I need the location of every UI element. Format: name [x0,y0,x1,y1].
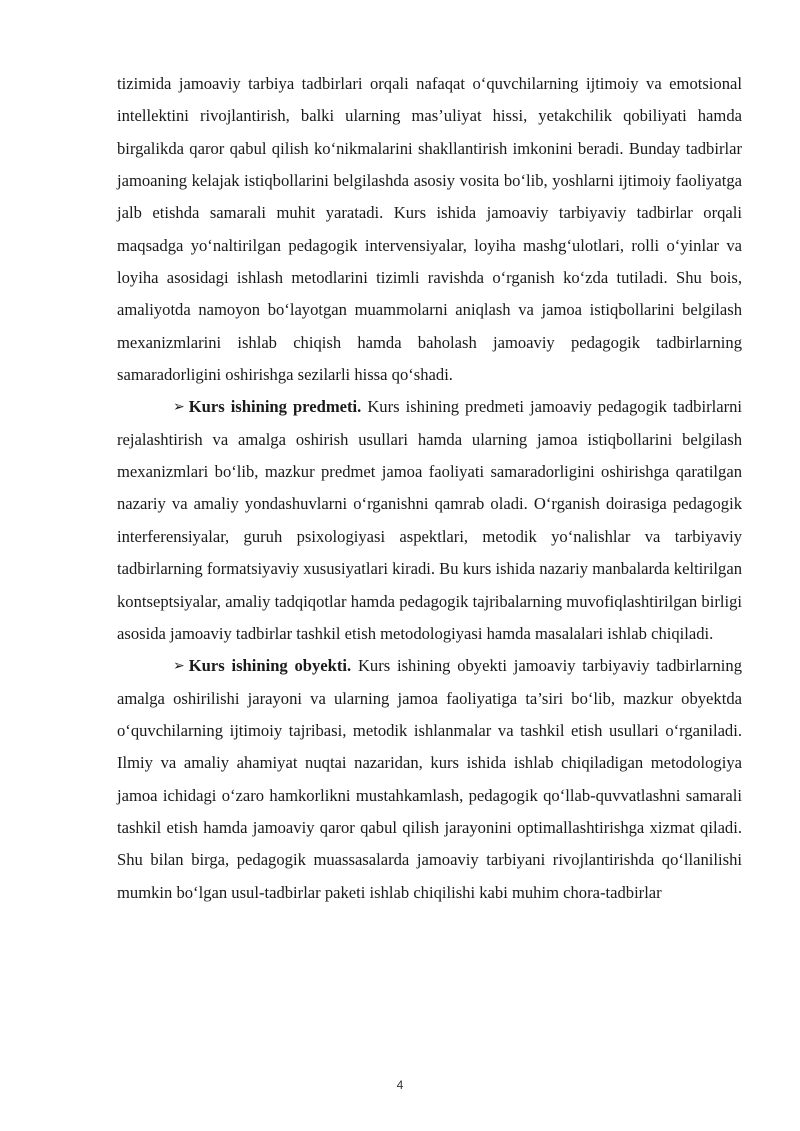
arrow-bullet-icon: ➢ [173,658,185,675]
paragraph-intro-text: tizimida jamoaviy tarbiya tadbirlari orqali nafaqat o‘quvchilarning ijtimoiy va emotsional intellektini rivojlantirish, balki ularning mas’uliyat hissi, yetakchilik qobiliyati hamda birgalikda qaror qabul qilish ko‘nikmalarini shakllantirish imkonini beradi. Bunday tadbirlar jamoaning kelajak istiqbollarini belgilashda asosiy vosita bo‘lib, yoshlarni ijtimoiy faoliyatga jalb etishda samarali muhit yaratadi. Kurs ishida jamoaviy tarbiyaviy tadbirlar orqali maqsadga yo‘naltirilgan pedagogik intervensiyalar, loyiha mashg‘ulotlari, rolli o‘yinlar va loyiha asosidagi ishlash metodlarini tizimli ravishda o‘rganish ko‘zda tutiladi. Shu bois, amaliyotda namoyon bo‘layotgan muammolarni aniqlash va jamoa istiqbollarini belgilash mexanizmlarini ishlab chiqish hamda baholash jamoaviy pedagogik tadbirlarning samaradorligini oshirishga sezilarli hissa qo‘shadi. [117,74,742,385]
paragraph-subject-text: Kurs ishining predmeti jamoaviy pedagogik tadbirlarni rejalashtirish va amalga oshirish usullari hamda ularning jamoa istiqbollarini belgilash mexanizmlari bo‘lib, mazkur predmet jamoa faoliyati samaradorligini oshirishga qaratilgan nazariy va amaliy yondashuvlarni o‘rganishni qamrab oladi. O‘rganish doirasiga pedagogik interferensiyalar, guruh psixologiyasi aspektlari, metodik yo‘nalishlar va tarbiyaviy tadbirlarning formatsiyaviy xususiyatlari kiradi. Bu kurs ishida nazariy manbalarda keltirilgan kontseptsiyalar, amaliy tadqiqotlar hamda pedagogik tajribalarning muvofiqlashtirilgan birligi asosida jamoaviy tadbirlar tashkil etish metodologiyasi hamda masalalari ishlab chiqiladi. [117,397,743,643]
document-page [117,68,742,909]
paragraph-intro [117,68,742,391]
paragraph-subject [117,391,742,650]
section-heading-object: Kurs ishining obyekti. [188,656,352,676]
section-heading-subject: Kurs ishining predmeti. [188,397,362,417]
arrow-bullet-icon: ➢ [173,399,185,416]
paragraph-object-text: Kurs ishining obyekti jamoaviy tarbiyaviy tadbirlarning amalga oshirilishi jarayoni va ularning jamoa faoliyatiga ta’siri bo‘lib, mazkur obyektda o‘quvchilarning ijtimoiy tajribasi, metodik ishlanmalar va tashkil etish usullari o‘rganiladi. Ilmiy va amaliy ahamiyat nuqtai nazaridan, kurs ishida ishlab chiqiladigan metodologiya jamoa ichidagi o‘zaro hamkorlikni mustahkamlash, pedagogik qo‘llab-quvvatlashni samarali tashkil etish hamda jamoaviy qaror qabul qilish jarayonini optimallashtirishga xizmat qiladi. Shu bilan birga, pedagogik muassasalarda jamoaviy tarbiyani rivojlantirishda qo‘llanilishi mumkin bo‘lgan usul-tadbirlar paketi ishlab chiqilishi kabi muhim chora-tadbirlar [117,656,742,902]
page-number: 4 [396,1078,404,1092]
paragraph-object [117,650,742,909]
